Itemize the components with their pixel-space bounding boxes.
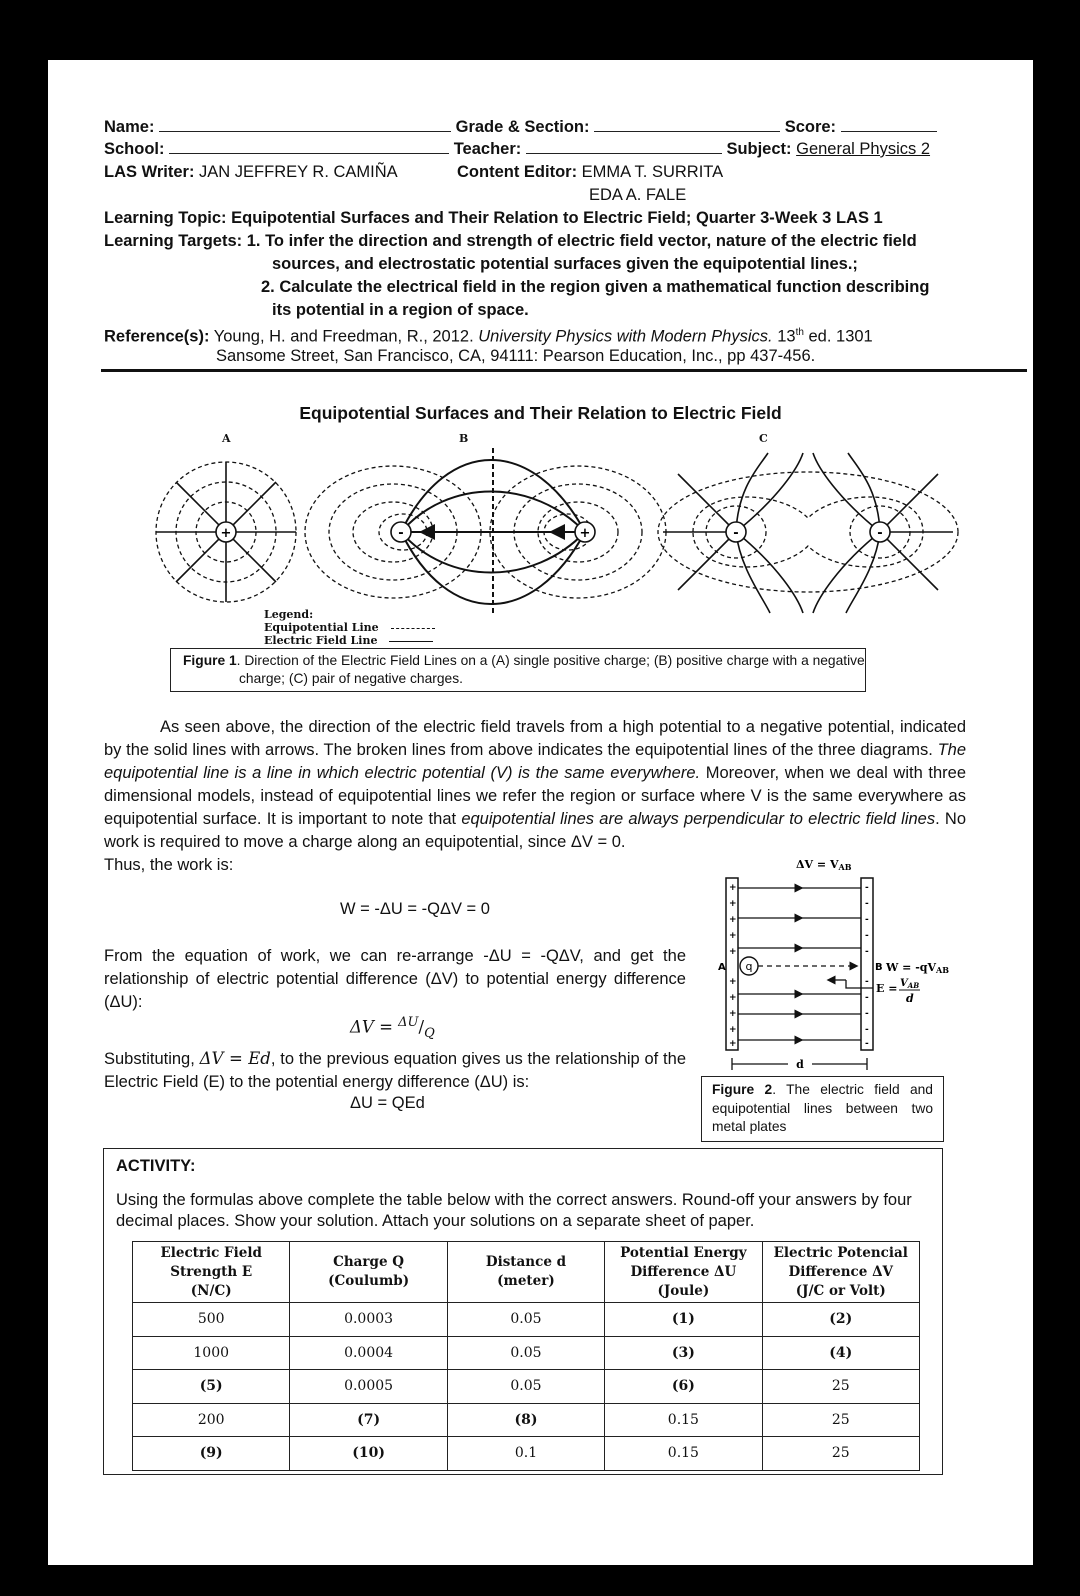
svg-text:+: + xyxy=(729,899,737,909)
figure2-diagram xyxy=(708,854,968,1074)
teacher-blank[interactable] xyxy=(526,139,722,154)
activity-table xyxy=(132,1241,920,1471)
charge-minus-c2: - xyxy=(877,526,883,541)
charge-plus-a: + xyxy=(220,526,232,541)
work-label: W = -qVAB xyxy=(886,961,949,975)
paragraph-intro: As seen above, the direction of the electric field travels from a high potential to a negative potential, indicated by the solid lines with arrows. The broken lines from above indicates the equipotential lines of the three diagrams. The equipotential line is a line in which electric potential (V) is the same everywhere. Moreover, when we deal with three dimensional models, instead of equipotential lines we refer the region or surface where V is the same everywhere as equipotential surface. It is important to note that equipotential lines are always perpendicular to electric field lines. No work is required to move a charge along an equipotential, since ΔV = 0. xyxy=(104,718,966,851)
figure2-top-label: ΔV = VAB xyxy=(796,858,852,872)
paragraph-rearrange: From the equation of work, we can re-arrange -ΔU = -QΔV, and get the relationship of electric potential difference (ΔV) to potential energy difference (ΔU): xyxy=(104,947,686,1011)
figure1-label-a: A xyxy=(222,432,231,445)
svg-text:+: + xyxy=(729,1025,737,1035)
svg-text:-: - xyxy=(865,1025,869,1035)
table-row: (9) (10) 0.1 0.15 25 xyxy=(133,1437,920,1471)
section-title: Equipotential Surfaces and Their Relation to Electric Field xyxy=(299,403,782,423)
svg-text:+: + xyxy=(729,1039,737,1049)
answer-cell[interactable]: (10) xyxy=(290,1437,447,1471)
point-b-label: B xyxy=(875,962,883,973)
name-row: Name: Grade & Section: Score: xyxy=(104,116,937,138)
svg-text:-: - xyxy=(865,993,869,1003)
grade-blank[interactable] xyxy=(594,117,780,132)
svg-text:+: + xyxy=(729,947,737,957)
target2: 2. Calculate the electrical field in the region given a mathematical function describing xyxy=(261,278,930,296)
figure1-legend: Legend: Equipotential Line Electric Field Line xyxy=(264,608,435,647)
svg-text:+: + xyxy=(729,915,737,925)
svg-text:+: + xyxy=(729,931,737,941)
charge-minus-c1: - xyxy=(733,526,739,541)
score-blank[interactable] xyxy=(841,117,937,132)
answer-cell[interactable]: (7) xyxy=(290,1403,447,1437)
svg-text:-: - xyxy=(865,915,869,925)
answer-cell[interactable]: (5) xyxy=(133,1370,290,1404)
subject-value: General Physics 2 xyxy=(796,140,931,158)
equation-du: ΔU = QEd xyxy=(350,1094,425,1112)
diagram-c-two-negatives xyxy=(658,453,958,613)
target2-cont: its potential in a region of space. xyxy=(272,301,529,319)
svg-text:+: + xyxy=(729,977,737,987)
header-divider xyxy=(101,369,1027,372)
svg-text:-: - xyxy=(865,1039,869,1049)
answer-cell[interactable]: (8) xyxy=(447,1403,604,1437)
figure1-diagram xyxy=(148,448,968,618)
figure1-caption: Figure 1. Direction of the Electric Field Lines on a (A) single positive charge; (B) positive charge with a negative charge; (C) pair of negative charges. xyxy=(170,648,866,692)
e-field-label: E = xyxy=(876,982,898,995)
worksheet-page xyxy=(48,60,1033,1565)
svg-text:-: - xyxy=(865,1009,869,1019)
learning-topic: Learning Topic: Equipotential Surfaces and Their Relation to Electric Field; Quarter 3-Week 3 LAS 1 xyxy=(104,209,883,227)
editor-value-2: EDA A. FALE xyxy=(589,186,687,204)
legend-solid-swatch xyxy=(389,641,433,642)
answer-cell[interactable]: (3) xyxy=(605,1336,762,1370)
svg-text:+: + xyxy=(729,1009,737,1019)
activity-box xyxy=(103,1148,943,1475)
paragraph-substitute: Substituting, ΔV = Ed, to the previous equation gives us the relationship of the Electric Field (E) to the potential energy difference (ΔU) is: xyxy=(104,1049,686,1091)
figure1-label-b: B xyxy=(459,432,469,445)
table-row: 1000 0.0004 0.05 (3) (4) xyxy=(133,1336,920,1370)
point-a-label: A xyxy=(718,962,726,973)
col-distance: Distance d (meter) xyxy=(447,1242,604,1303)
answer-cell[interactable]: (2) xyxy=(762,1303,919,1337)
col-electric-field: Electric Field Strength E (N/C) xyxy=(133,1242,290,1303)
editor-row: Content Editor: EMMA T. SURRITA xyxy=(457,163,724,181)
table-row: (5) 0.0005 0.05 (6) 25 xyxy=(133,1370,920,1404)
col-charge: Charge Q (Coulumb) xyxy=(290,1242,447,1303)
writer-row: LAS Writer: JAN JEFFREY R. CAMIÑA xyxy=(104,163,398,181)
school-row: School: Teacher: Subject: General Physics 2 xyxy=(104,140,931,158)
school-blank[interactable] xyxy=(169,139,449,154)
charge-minus-b: - xyxy=(398,526,404,541)
svg-text:-: - xyxy=(865,947,869,957)
figure1-label-c: C xyxy=(759,432,768,445)
equation-work: W = -ΔU = -QΔV = 0 xyxy=(340,900,490,918)
svg-text:-: - xyxy=(865,899,869,909)
activity-instructions: Using the formulas above complete the table below with the correct answers. Round-off your answers by four decimal places. Show your solution. Attach your solutions on a separate sheet of paper. xyxy=(116,1191,912,1230)
svg-text:-: - xyxy=(865,883,869,893)
answer-cell[interactable]: (9) xyxy=(133,1437,290,1471)
figure2-caption: Figure 2. The electric field and equipotential lines between two metal plates xyxy=(701,1076,944,1142)
answer-cell[interactable]: (1) xyxy=(605,1303,762,1337)
col-electric-potential: Electric Potencial Difference ΔV (J/C or Volt) xyxy=(762,1242,919,1303)
svg-text:+: + xyxy=(729,883,737,893)
table-header-row xyxy=(133,1242,920,1303)
e-field-numerator: $V_{AB}$ xyxy=(900,978,920,990)
answer-cell[interactable]: (6) xyxy=(605,1370,762,1404)
paragraph-thus: Thus, the work is: xyxy=(104,856,234,874)
charge-plus-b: + xyxy=(579,526,591,541)
svg-text:+: + xyxy=(729,993,737,1003)
answer-cell[interactable]: (4) xyxy=(762,1336,919,1370)
legend-dashed-swatch xyxy=(391,628,435,629)
reference-line-2: Sansome Street, San Francisco, CA, 94111: Pearson Education, Inc., pp 437-456. xyxy=(216,347,816,365)
e-field-denominator: d xyxy=(906,992,914,1005)
name-blank[interactable] xyxy=(159,117,451,132)
activity-title: ACTIVITY: xyxy=(116,1157,196,1175)
table-row: 200 (7) (8) 0.15 25 xyxy=(133,1403,920,1437)
svg-text:q: q xyxy=(745,960,753,973)
learning-targets: Learning Targets: 1. To infer the direction and strength of electric field vector, nature of the electric field xyxy=(104,232,917,250)
editor-value-1: EMMA T. SURRITA xyxy=(581,163,724,181)
col-potential-energy: Potential Energy Difference ΔU (Joule) xyxy=(605,1242,762,1303)
table-row: 500 0.0003 0.05 (1) (2) xyxy=(133,1303,920,1337)
diagram-b-dipole xyxy=(305,448,666,616)
equation-dv: $\Delta V = ^{\Delta U}/_Q$ xyxy=(350,1015,435,1041)
svg-text:-: - xyxy=(865,931,869,941)
writer-value: JAN JEFFREY R. CAMIÑA xyxy=(199,163,398,181)
target1-cont: sources, and electrostatic potential surfaces given the equipotential lines.; xyxy=(272,255,858,273)
distance-label: d xyxy=(796,1058,804,1071)
reference-line: Reference(s): Young, H. and Freedman, R., 2012. University Physics with Modern Physics. 13th ed. 1301 xyxy=(104,327,873,346)
svg-text:-: - xyxy=(865,977,869,987)
